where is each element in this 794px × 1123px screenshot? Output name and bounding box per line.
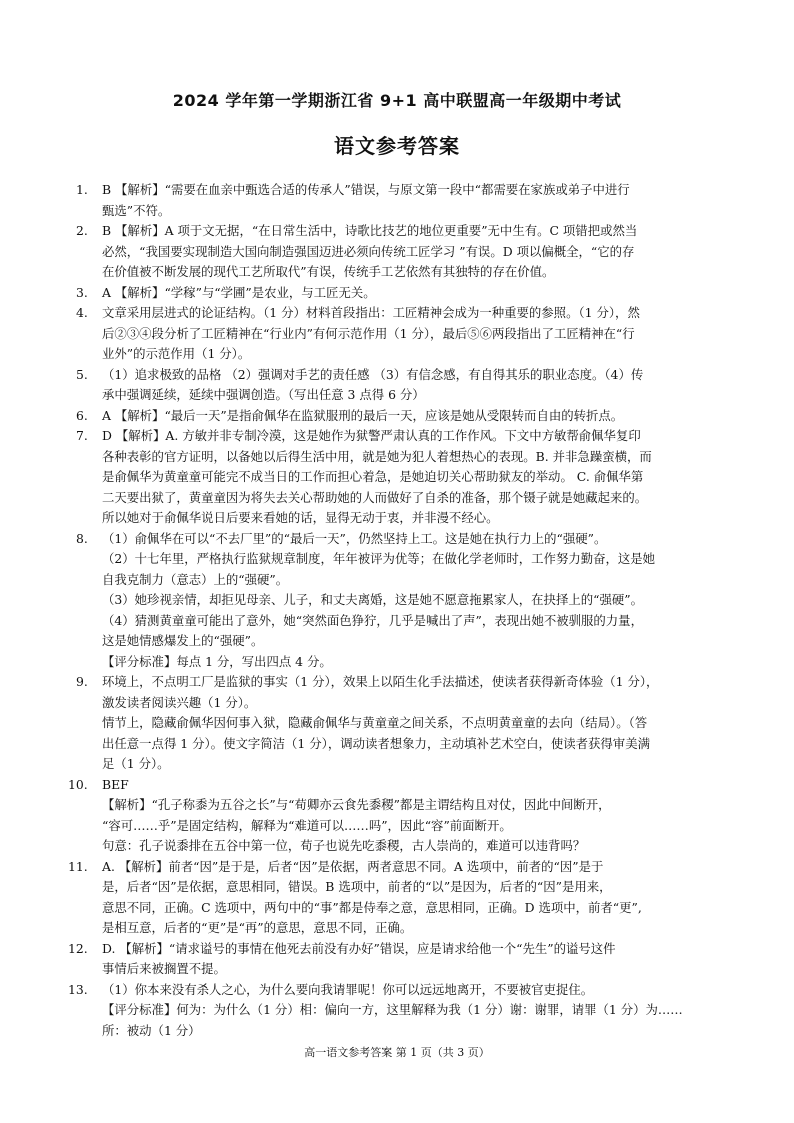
question-number: 9. xyxy=(76,674,88,689)
answer-line: 激发读者阅读兴趣（1 分）。 xyxy=(102,694,257,710)
question-number: 3. xyxy=(76,284,88,300)
answer-line: （1）你本来没有杀人之心，为什么要向我请罪呢！你可以远远地离开，不要被官吏捉住。 xyxy=(102,981,594,997)
answers-list xyxy=(68,180,728,1041)
question-number: 11. xyxy=(68,858,88,874)
answer-line: （2）十七年里，严格执行监狱规章制度，年年被评为优等；在做化学老师时，工作努力勤奋，这是她 xyxy=(102,551,656,566)
answer-line: 二天要出狱了，黄童童因为将失去关心帮助她的人而做好了自杀的准备，那个镊子就是她藏起来的。 xyxy=(102,489,648,505)
question-number: 8. xyxy=(76,530,88,546)
question-number: 7. xyxy=(76,428,88,443)
answer-item xyxy=(68,672,728,775)
answer-line: （1）俞佩华在可以“不去厂里”的“最后一天”，仍然坚持上工。这是她在执行力上的“强硬”。 xyxy=(102,530,607,546)
answer-item xyxy=(68,365,728,406)
answer-line: 足（1 分）。 xyxy=(102,756,170,771)
page-footer: 高一语文参考答案 第 1 页（共 3 页） xyxy=(304,1046,490,1059)
answer-line: 业外”的示范作用（1 分）。 xyxy=(102,346,251,361)
answer-line: BEF xyxy=(102,776,129,792)
answer-line: 自我克制力（意志）上的“强硬”。 xyxy=(102,571,289,587)
question-number: 12. xyxy=(68,940,88,956)
answer-item xyxy=(68,775,728,857)
answer-item xyxy=(68,426,728,529)
answer-line: A 【解析】“学稼”与“学圃”是农业，与工匠无关。 xyxy=(102,284,376,300)
answer-line: 情节上，隐藏俞佩华因何事入狱，隐藏俞佩华与黄童童之间关系，不点明黄童童的去向（结局）。（答 xyxy=(102,715,648,730)
answer-item xyxy=(68,283,728,304)
answer-line: D. 【解析】“请求谥号的事情在他死去前没有办好”错误，应是请求给他一个“先生”的谥号这件 xyxy=(102,940,616,956)
answer-item xyxy=(68,303,728,365)
answer-item xyxy=(68,221,728,283)
answer-line: A 【解析】“最后一天”是指俞佩华在监狱服刑的最后一天，应该是她从受限转而自由的转折点。 xyxy=(102,407,624,423)
answer-item xyxy=(68,406,728,427)
exam-title: 2024 学年第一学期浙江省 9+1 高中联盟高一年级期中考试 xyxy=(172,91,622,110)
answer-note-line: 所：被动（1 分） xyxy=(102,1022,201,1038)
answer-line: 这是她情感爆发上的“强硬”。 xyxy=(102,633,264,648)
answer-line: 意思不同，正确。C 选项中，两句中的“事”都是侍奉之意，意思相同，正确。D 选项中，前者“更”, xyxy=(102,899,642,915)
answer-line: 在价值被不断发展的现代工艺所取代”有误，传统手工艺依然有其独特的存在价值。 xyxy=(102,264,555,279)
answer-item xyxy=(68,939,728,980)
answer-line: 是俞佩华为黄童童可能完不成当日的工作而担心着急，是她迫切关心帮助狱友的举动。 C. 俞佩华第 xyxy=(102,469,644,484)
answer-line: （4）猜测黄童童可能出了意外，她“突然面色狰狞，几乎是喊出了声”，表现出她不被驯服的力量， xyxy=(102,612,643,628)
answer-line: B 【解析】“需要在血亲中甄选合适的传承人”错误，与原文第一段中“都需要在家族或弟子中进行 xyxy=(102,182,630,197)
answer-line: 各种表彰的官方证明，以备她以后得生活中用，就是她为犯人着想热心的表现。B. 并非急躁蛮横，而 xyxy=(102,448,652,464)
question-number: 10. xyxy=(68,776,88,792)
answer-item xyxy=(68,180,728,221)
answer-note-line: 【解析】“孔子称黍为五谷之长”与“荀卿亦云食先黍稷”都是主谓结构且对仗，因此中间断开， xyxy=(102,797,611,812)
question-number: 13. xyxy=(68,981,88,997)
question-number: 5. xyxy=(76,366,88,382)
answer-note-line: “容可……乎”是固定结构，解释为“难道可以……吗”，因此“容”前面断开。 xyxy=(102,817,512,833)
answer-line: 甄选”不符。 xyxy=(102,202,171,218)
answer-line: 环境上，不点明工厂是监狱的事实（1 分），效果上以陌生化手法描述，使读者获得新奇体验（1 分）， xyxy=(102,674,659,689)
answer-note-line: 句意：孔子说黍排在五谷中第一位，荀子也说先吃黍稷，古人崇尚的，难道可以违背吗？ xyxy=(102,838,586,853)
answer-line: 所以她对于俞佩华说日后要来看她的话，显得无动于衷，并非漫不经心。 xyxy=(102,510,499,525)
answer-line: 必然，“我国要实现制造大国向制造强国迈进必须向传统工匠学习 ”有误。D 项以偏概全，“它的存 xyxy=(102,243,635,259)
answer-line: 后②③④段分析了工匠精神在“行业内”有何示范作用（1 分），最后⑤⑥两段指出了工匠精神在“行 xyxy=(102,325,635,341)
answer-key-title: 语文参考答案 xyxy=(334,134,460,158)
answer-line: 事情后来被搁置不提。 xyxy=(102,961,226,976)
answer-item xyxy=(68,980,728,1042)
answer-line: 【评分标准】每点 1 分，写出四点 4 分。 xyxy=(102,653,332,669)
answer-line: 文章采用层进式的论证结构。（1 分）材料首段指出：工匠精神会成为一种重要的参照。（1 分），然 xyxy=(102,305,640,320)
answer-line: （1）追求极致的品格 （2）强调对手艺的责任感 （3）有信念感，有自得其乐的职业态度。（4）传 xyxy=(102,366,644,382)
answer-line: 出任意一点得 1 分）。使文字简洁（1 分），调动读者想象力，主动填补艺术空白，使读者获得审美满 xyxy=(102,735,650,751)
answer-line: 是相互意，后者的“更”是“再”的意思，意思不同，正确。 xyxy=(102,920,413,935)
answer-line: B 【解析】A 项于文无据，“在日常生活中，诗歌比技艺的地位更重要”无中生有。C 项错把或然当 xyxy=(102,223,638,238)
question-number: 6. xyxy=(76,407,88,423)
answer-item xyxy=(68,529,728,673)
question-number: 1. xyxy=(76,182,88,197)
answer-line: A. 【解析】前者“因”是于是，后者“因”是依据，两者意思不同。A 选项中，前者的“因”是于 xyxy=(102,858,604,874)
answer-line: 承中强调延续，延续中强调创造。（写出任意 3 点得 6 分） xyxy=(102,387,425,402)
question-number: 4. xyxy=(76,305,88,320)
answer-item xyxy=(68,857,728,939)
answer-line: D 【解析】A. 方敏并非专制冷漠，这是她作为狱警严肃认真的工作作风。下文中方敏帮俞佩华复印 xyxy=(102,428,641,443)
answer-note-line: 【评分标准】何为：为什么（1 分）相：偏向一方，这里解释为我（1 分）谢：谢罪，请罪（1 分）为…… xyxy=(102,1002,683,1017)
answer-line: 是，后者“因”是依据，意思相同，错误。B 选项中，前者的“以”是因为，后者的“因”是用来， xyxy=(102,879,612,894)
question-number: 2. xyxy=(76,223,88,238)
answer-line: （3）她珍视亲情，却拒见母亲、儿子，和丈夫离婚，这是她不愿意拖累家人，在抉择上的“强硬”。 xyxy=(102,592,643,607)
